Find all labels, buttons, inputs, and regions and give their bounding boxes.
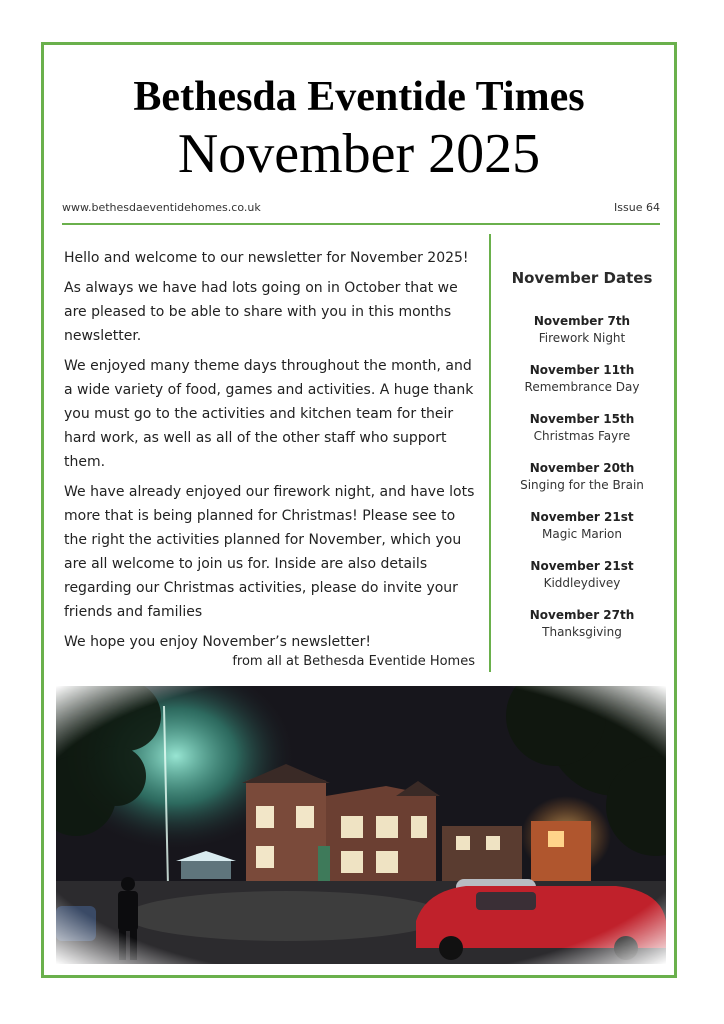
event-name: Firework Night xyxy=(538,331,626,345)
signoff: from all at Bethesda Eventide Homes xyxy=(232,654,475,669)
event-name: Kiddleydivey xyxy=(543,576,621,590)
event-item xyxy=(506,459,658,508)
intro-paragraph: As always we have had lots going on in October that we are pleased to be able to share with you in this months newsletter. xyxy=(64,280,458,344)
issue-month: November 2025 xyxy=(177,123,541,185)
newsletter-title: Bethesda Eventide Times xyxy=(133,74,585,120)
intro-paragraph: We have already enjoyed our firework night, and have lots more that is being planned for Christmas! Please see to the right the activities planned for November, which you are all welcome to join us for. Inside are also details regarding our Christmas activities, please do invite your friends and families xyxy=(64,484,475,620)
event-item xyxy=(506,361,658,410)
event-date: November 20th xyxy=(529,461,635,475)
info-bar xyxy=(62,201,660,217)
event-item xyxy=(506,508,658,557)
event-item xyxy=(506,312,658,361)
photo-illustration xyxy=(56,686,666,964)
column-divider xyxy=(489,234,491,672)
event-date: November 11th xyxy=(529,363,635,377)
dates-sidebar xyxy=(506,268,658,655)
dates-heading: November Dates xyxy=(511,269,653,287)
event-name: Singing for the Brain xyxy=(520,478,644,492)
event-name: Magic Marion xyxy=(542,527,622,541)
event-date: November 21st xyxy=(530,559,634,573)
website-link[interactable]: www.bethesdaeventidehomes.co.uk xyxy=(62,201,261,214)
car xyxy=(416,879,666,960)
issue-number: Issue 64 xyxy=(614,201,660,214)
masthead xyxy=(44,72,674,184)
event-date: November 7th xyxy=(533,314,631,328)
event-item xyxy=(506,557,658,606)
intro-paragraph: We enjoyed many theme days throughout the month, and a wide variety of food, games and activities. A huge thank you must go to the activities and kitchen team for their hard work, as well as all of the other staff who support them. xyxy=(64,358,474,470)
event-item xyxy=(506,410,658,459)
event-date: November 15th xyxy=(529,412,635,426)
event-name: Thanksgiving xyxy=(542,625,622,639)
firework-night-photo xyxy=(56,686,666,964)
event-date: November 21st xyxy=(530,510,634,524)
header-divider xyxy=(62,223,660,225)
event-name: Remembrance Day xyxy=(524,380,640,394)
event-date: November 27th xyxy=(529,608,635,622)
intro-text xyxy=(64,246,478,660)
event-name: Christmas Fayre xyxy=(533,429,631,443)
intro-paragraph: We hope you enjoy November’s newsletter! xyxy=(64,634,372,650)
event-item xyxy=(506,606,658,655)
intro-paragraph: Hello and welcome to our newsletter for November 2025! xyxy=(64,250,469,266)
